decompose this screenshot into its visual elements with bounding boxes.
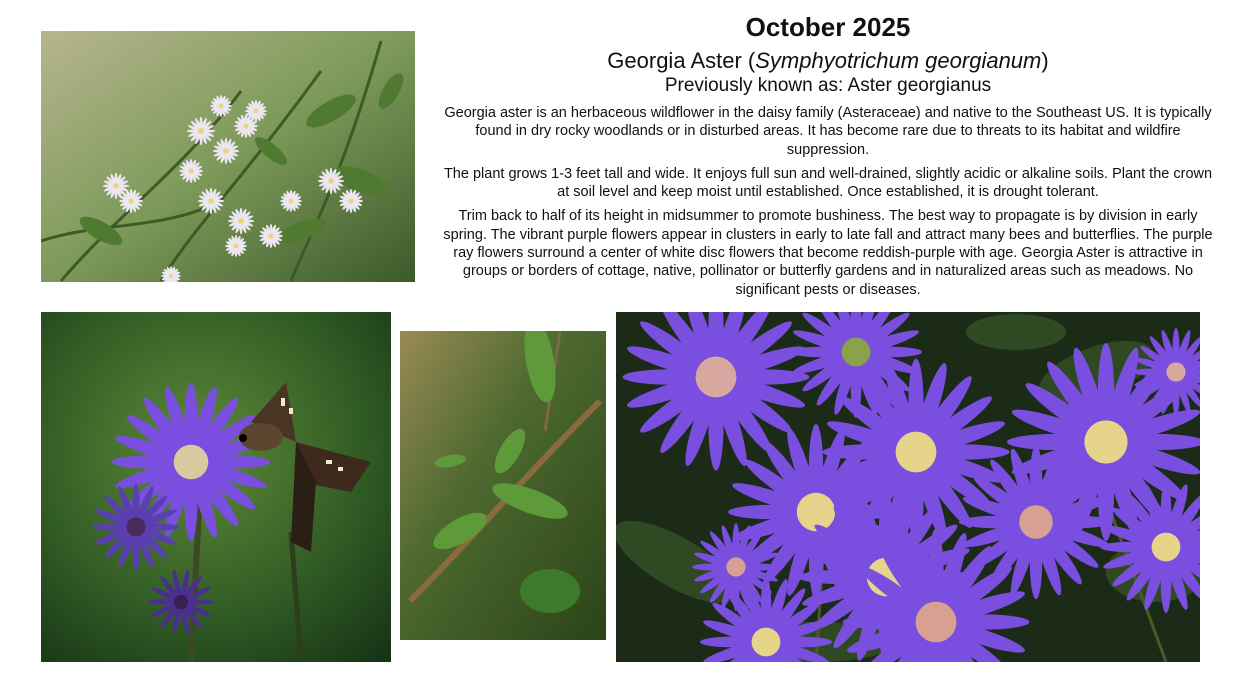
aster-flower — [119, 189, 143, 213]
aster-flower — [210, 95, 232, 117]
aster-flower — [339, 189, 363, 213]
month-title: October 2025 — [745, 12, 911, 42]
aster-flower — [213, 138, 239, 164]
paragraph-overview: Georgia aster is an herbaceous wildflower in the daisy family (Asteraceae) and native to the Southeast US. It is typically found in dry rocky woodlands or in disturbed areas. It has become rare due to threats to its habitat and wildfire suppression. — [444, 105, 1212, 158]
purple-aster-cluster-photo — [616, 312, 1200, 662]
description-block — [436, 10, 1220, 305]
aster-flower — [198, 188, 224, 214]
aster-white-flowers-photo — [41, 31, 415, 282]
aster-flower — [318, 168, 344, 194]
aster-flower — [179, 159, 203, 183]
previous-name: Previously known as: Aster georgianus — [664, 75, 992, 96]
aster-flower — [259, 224, 283, 248]
plant-name — [436, 48, 1220, 74]
aster-flower — [187, 117, 216, 146]
scientific-name: Symphyotrichum georgianum — [755, 48, 1042, 73]
aster-flower — [245, 100, 267, 122]
aster-flower — [92, 483, 180, 571]
plant-name-suffix: ) — [1041, 48, 1049, 73]
aster-flower — [280, 190, 302, 212]
paragraph-care: Trim back to half of its height in midsummer to promote bushiness. The best way to propagate is by division in early spring. The vibrant purple flowers appear in clusters in early to late fall and attract many bees and butterflies. The purple ray flowers surround a center of white disc flowers that become reddish-purple with age. Georgia Aster is attractive in groups or borders of cottage, native, pollinator or butterfly gardens and in naturalized areas such as meadows. No significant pests or diseases. — [443, 208, 1213, 298]
aster-flower — [228, 208, 254, 234]
aster-stem-leaves-photo — [400, 331, 606, 640]
aster-flower — [225, 235, 247, 257]
butterfly-on-aster-photo — [41, 312, 391, 662]
paragraph-growing: The plant grows 1-3 feet tall and wide. It enjoys full sun and well-drained, slightly acidic or alkaline soils. Plant the crown at soil level and keep moist until established. Once established, it is drought tolerant. — [443, 165, 1213, 201]
plant-name-prefix: Georgia Aster ( — [607, 48, 756, 73]
